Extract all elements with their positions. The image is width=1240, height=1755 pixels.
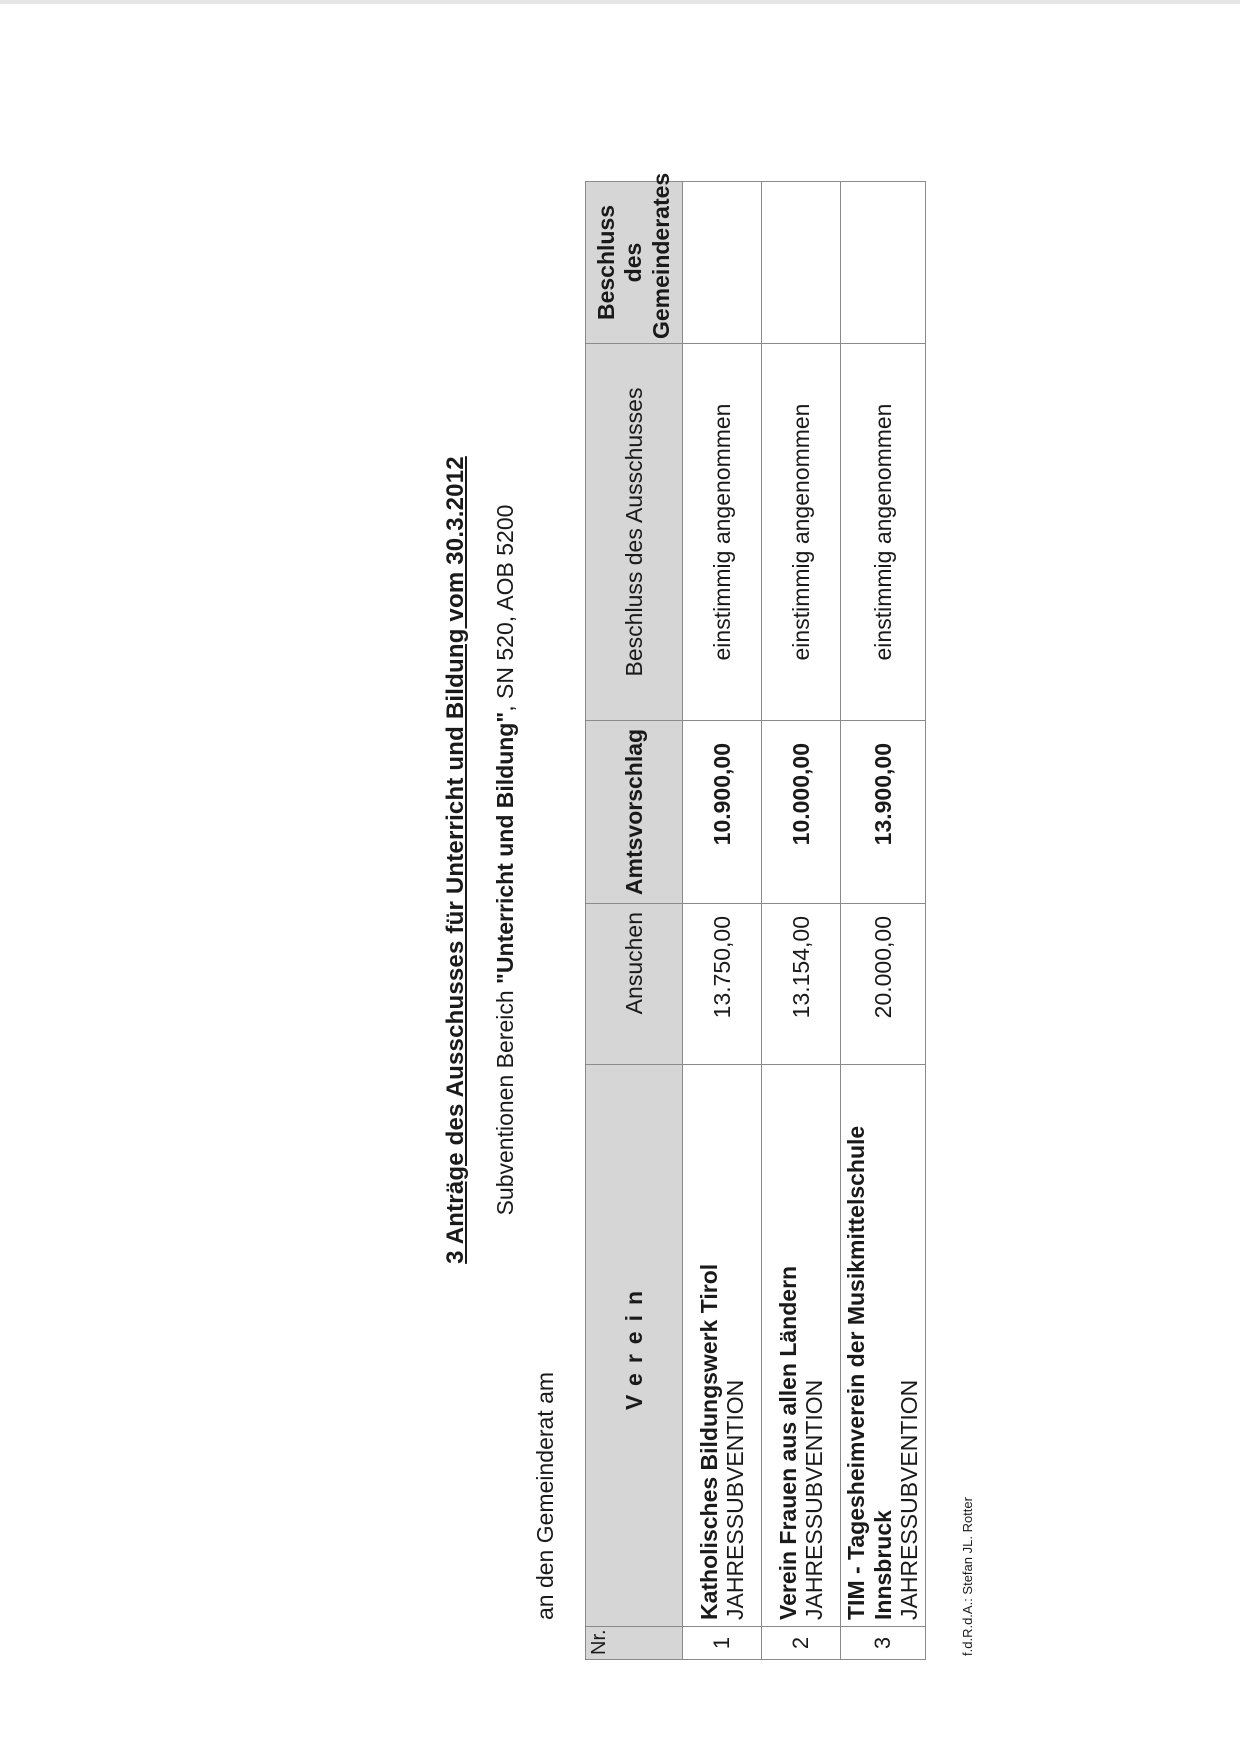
row-verein [841,1065,926,1627]
row-ansuchen: 20.000,00 [841,904,926,1065]
header-verein: Verein [586,1065,683,1627]
header-beschluss-gemeinderat-line2: Gemeinderates [647,172,674,339]
row-ansuchen: 13.154,00 [762,904,841,1065]
table-row [762,182,841,1660]
row-amtsvorschlag: 10.900,00 [683,721,762,904]
verein-name: Katholisches Bildungswerk Tirol [695,1263,722,1620]
document-subtitle [492,60,519,1660]
row-verein [683,1065,762,1627]
footnote: f.d.R.d.A.: Stefan JL. Rotter [960,1497,975,1656]
row-amtsvorschlag: 10.000,00 [762,721,841,904]
verein-typ: JAHRESSUBVENTION [896,1379,923,1620]
header-ansuchen: Ansuchen [586,904,683,1065]
verein-typ: JAHRESSUBVENTION [722,1379,748,1620]
row-ansuchen: 13.750,00 [683,904,762,1065]
row-nr: 1 [683,1627,762,1660]
recipient-line: an den Gemeinderat am [532,1371,558,1620]
verein-name-line2: Innsbruck [869,1510,896,1620]
row-beschluss-gemeinderat [683,182,762,344]
scan-top-edge [0,0,1240,4]
table-row [841,182,926,1660]
verein-name: Verein Frauen aus allen Ländern [774,1265,801,1620]
header-beschluss-gemeinderat-line1: Beschluss des [592,204,647,321]
subtitle-prefix: Subventionen Bereich [492,983,518,1216]
verein-name-line1: TIM - Tagesheimverein der Musikmittelschule [843,1125,870,1620]
subsidy-table [585,172,926,1660]
header-beschluss-gemeinderat [586,172,683,344]
subtitle-suffix: , SN 520, AOB 5200 [492,504,518,712]
row-beschluss-gemeinderat [841,182,926,344]
row-nr: 2 [762,1627,841,1660]
row-beschluss-gemeinderat [762,182,841,344]
row-beschluss-ausschuss: einstimmig angenommen [683,344,762,721]
header-amtsvorschlag: Amtsvorschlag [586,721,683,904]
subtitle-area: "Unterricht und Bildung" [492,711,518,984]
row-beschluss-ausschuss: einstimmig angenommen [762,344,841,721]
row-verein [762,1065,841,1627]
header-nr: Nr. [586,1627,683,1660]
row-nr: 3 [841,1627,926,1660]
table-header-row [586,182,683,1660]
row-amtsvorschlag: 13.900,00 [841,721,926,904]
header-beschluss-ausschuss: Beschluss des Ausschusses [586,344,683,721]
verein-typ: JAHRESSUBVENTION [801,1379,827,1620]
table-row [683,182,762,1660]
document-sheet [32,60,1132,1660]
document-title: 3 Anträge des Ausschusses für Unterricht und Bildung vom 30.3.2012 [442,456,469,1264]
row-beschluss-ausschuss: einstimmig angenommen [841,344,926,721]
